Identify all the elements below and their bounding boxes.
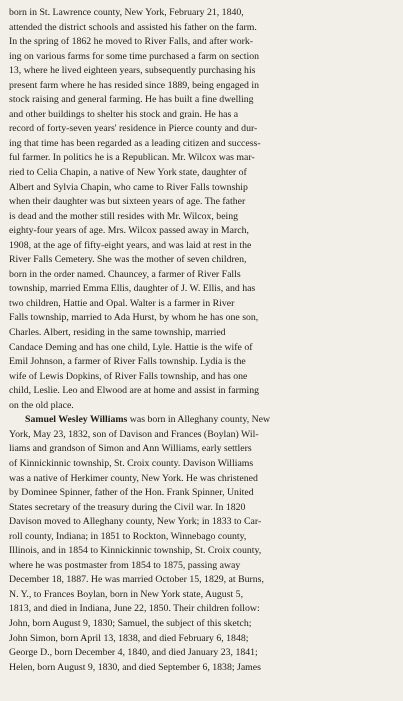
text-line: two children, Hattie and Opal. Walter is a farmer in River [9, 297, 235, 309]
text-line: George D., born December 4, 1840, and died January 23, 1841; [9, 647, 258, 659]
williams-paragraph [9, 413, 394, 675]
text-line: and other buildings to shelter his stock and grain. He has a [9, 108, 239, 120]
text-line: Falls township, married to Ada Hurst, by whom he has one son, [9, 312, 259, 324]
text-line: was a native of Herkimer county, New York. He was christened [9, 472, 258, 484]
text-line: is dead and the mother still resides with Mr. Wilcox, being [9, 210, 239, 222]
text-line: township, married Emma Ellis, daughter of J. W. Ellis, and has [9, 283, 256, 295]
text-line: born in St. Lawrence county, New York, February 21, 1840, [9, 7, 244, 18]
text-line [9, 413, 394, 428]
text-line: Charles. Albert, residing in the same township, married [9, 327, 226, 339]
text-line: roll county, Indiana; in 1851 to Rockton, Winnebago county, [9, 530, 247, 542]
text-line: States secretary of the treasury during the Civil war. In 1820 [9, 501, 246, 513]
text-line: N. Y., to Frances Boylan, born in New York state, August 5, [9, 588, 244, 600]
text-line: River Falls Cemetery. She was the mother of seven children, [9, 254, 247, 266]
text-line: Emil Johnson, a farmer of River Falls township. Lydia is the [9, 356, 246, 368]
text-line: attended the district schools and assisted his father on the farm. [9, 21, 257, 33]
text-line: child, Leslie. Leo and Elwood are at home and assist in farming [9, 385, 260, 397]
text-line: born in the order named. Chauncey, a farmer of River Falls [9, 268, 241, 280]
text-line: In the spring of 1862 he moved to River Falls, and after work- [9, 36, 254, 48]
text-line: present farm where he has resided since 1889, being engaged in [9, 79, 260, 91]
text-line: York, May 23, 1832, son of Davison and Frances (Boylan) Wil- [9, 428, 259, 440]
text-line: where he was postmaster from 1854 to 1875, passing away [9, 559, 241, 571]
subject-name: Samuel Wesley Williams [25, 414, 128, 426]
text-line: wife of Lewis Dopkins, of River Falls township, and has one [9, 370, 248, 382]
text-line: by Dominee Spinner, father of the Hon. Frank Spinner, United [9, 487, 254, 499]
text-line: liams and grandson of Simon and Ann Williams, early settlers [9, 443, 252, 455]
text-line: 13, where he lived eighteen years, subsequently purchasing his [9, 65, 256, 77]
text-line: Davison moved to Alleghany county, New York; in 1833 to Car- [9, 516, 262, 528]
text-line: eighty-four years of age. Mrs. Wilcox passed away in March, [9, 225, 249, 237]
text-line: Candace Deming and has one child, Lyle. Hattie is the wife of [9, 341, 253, 353]
text-line: on the old place. [9, 399, 74, 411]
text-line: of Kinnickinnic township, St. Croix county. Davison Williams [9, 457, 254, 469]
text-line: John, born August 9, 1830; Samuel, the subject of this sketch; [9, 617, 252, 629]
text-line: ing that time has been regarded as a leading citizen and success- [9, 137, 261, 149]
text-line: Illinois, and in 1854 to Kinnickinnic township, St. Croix county, [9, 545, 262, 557]
text-line: December 18, 1887. He was married October 15, 1829, at Burns, [9, 574, 264, 586]
text-line: John Simon, born April 13, 1838, and died February 6, 1848; [9, 632, 249, 644]
text-line: ing on various farms for some time purchased a farm on section [9, 50, 260, 62]
text-line: Albert and Sylvia Chapin, who came to River Falls township [9, 181, 248, 193]
text-line: ried to Celia Chapin, a native of New York state, daughter of [9, 167, 247, 179]
text-line: record of forty-seven years' residence in Pierce county and dur- [9, 123, 258, 135]
text-line: stock raising and general farming. He has built a fine dwelling [9, 94, 254, 106]
text-fragment: was born in Alleghany county, New [127, 414, 271, 426]
text-line: 1908, at the age of fifty-eight years, and was laid at rest in the [9, 239, 252, 251]
text-line: ful farmer. In politics he is a Republican. Mr. Wilcox was mar- [9, 152, 255, 164]
text-line: when their daughter was but sixteen years of age. The father [9, 196, 246, 208]
wilcox-paragraph [9, 6, 394, 413]
text-line: Helen, born August 9, 1830, and died September 6, 1838; James [9, 661, 261, 673]
text-line: 1813, and died in Indiana, June 22, 1850. Their children follow: [9, 603, 260, 615]
